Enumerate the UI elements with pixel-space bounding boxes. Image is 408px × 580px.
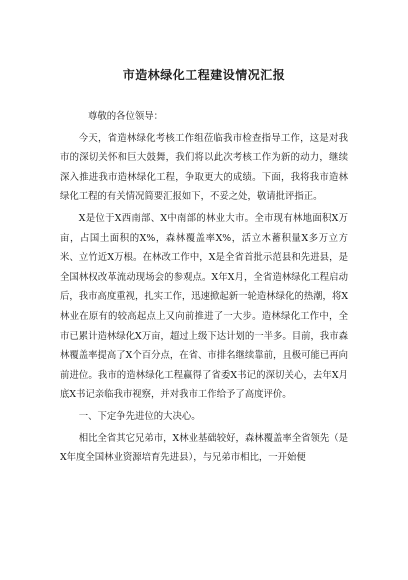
paragraph-overview: X是位于X西南部、X中南部的林业大市。全市现有林地面积X万亩，占国土面积的X%，森林覆盖率X%，活立木蓄积量X多万立方米、立竹近X万根。在林改工作中，X是全省首批示范县和先进县，是全国林权改革流动现场会的参观点。X年X月，全省造林绿化工程启动后，我市高度重视，扎实工作，迅速掀起新一轮造林绿化的热潮，将X林业在原有的较高起点上又向前推进了一大步。造林绿化工作中，全市已累计造林绿化X万亩，超过上级下达计划的一半多。目前，我市森林覆盖率提高了X个百分点，在省、市排名继续靠前，且极可能已再向前进位。我市的造林绿化工程赢得了省委X书记的深切关心，去年X月底X书记亲临我市视察，并对我市工作给予了高度评价。 xyxy=(60,212,348,401)
section-heading: 一、下定争先进位的大决心。 xyxy=(78,410,201,422)
salutation: 尊敬的各位领导： xyxy=(88,111,164,122)
document-title: 市造林绿化工程建设情况汇报 xyxy=(122,68,286,82)
paragraph-intro: 今天，省造林绿化考核工作组莅临我市检查指导工作，这是对我市的深切关怀和巨大鼓舞，我们将以此次考核工作为新的动力，继续深入推进我市造林绿化工程，争取更大的成绩。下面，我将我市造林绿化工程的有关情况简要汇报如下，不妥之处，敬请批评指正。 xyxy=(60,132,348,203)
section-paragraph: 相比全省其它兄弟市，X林业基础较好，森林覆盖率全省领先（是X年度全国林业资源培育先进县），与兄弟市相比，一开始便 xyxy=(60,432,348,464)
